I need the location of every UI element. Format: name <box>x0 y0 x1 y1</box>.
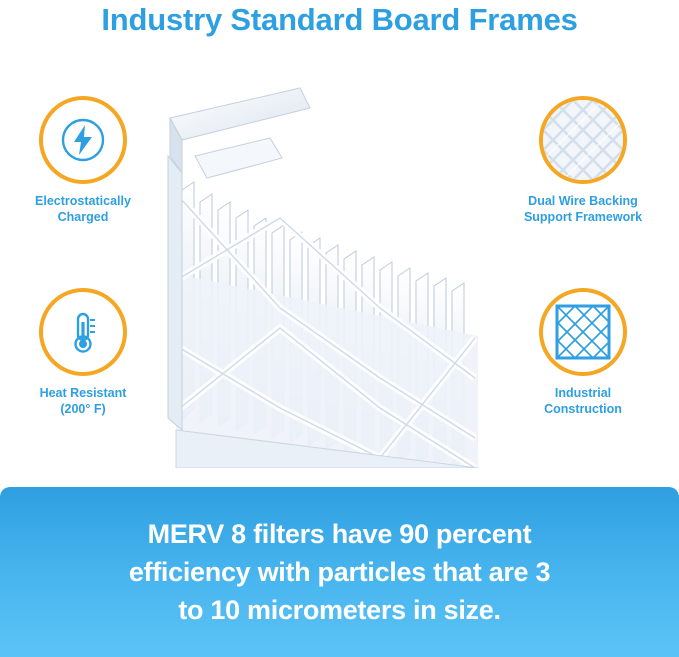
feature-electrostatically-charged <box>8 96 158 225</box>
feature-dual-wire-backing <box>508 96 658 225</box>
wire-mesh-icon <box>539 96 627 184</box>
page-title: Industry Standard Board Frames <box>101 2 578 37</box>
feature-heat-resistant <box>8 288 158 417</box>
feature-label: Heat Resistant (200° F) <box>39 386 127 416</box>
merv-callout-text: MERV 8 filters have 90 percent efficiency with particles that are 3 to 10 micrometers in size. <box>128 519 551 625</box>
product-image <box>160 78 520 468</box>
lightning-bolt-icon <box>39 96 127 184</box>
feature-label: Dual Wire Backing Support Framework <box>523 194 643 224</box>
merv-callout-panel <box>0 487 679 657</box>
feature-label: Industrial Construction <box>544 386 622 416</box>
feature-industrial-construction <box>508 288 658 417</box>
feature-label: Electrostatically Charged <box>35 194 131 224</box>
lattice-frame-icon <box>539 288 627 376</box>
thermometer-icon <box>39 288 127 376</box>
